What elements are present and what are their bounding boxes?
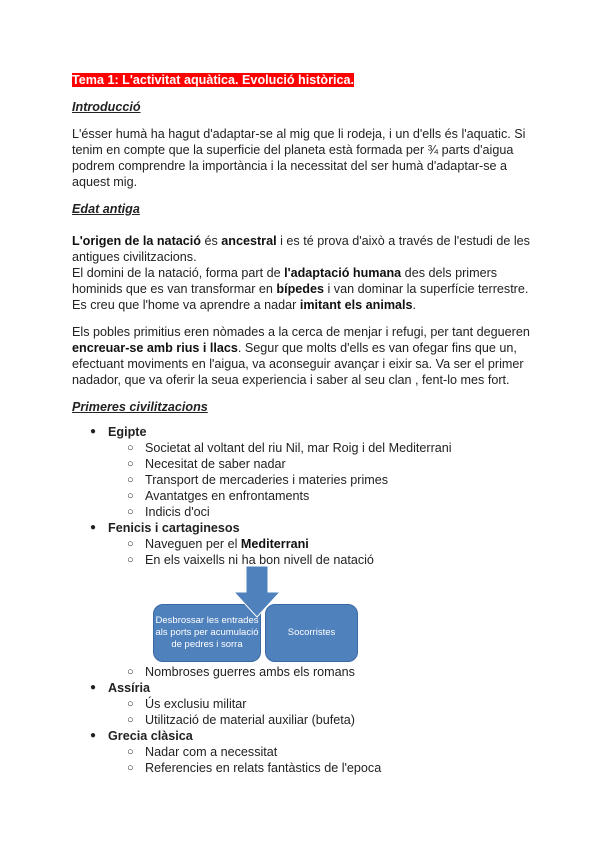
antiga-line	[72, 265, 497, 281]
text: i van dominar la superfície terrestre.	[324, 282, 529, 296]
text: Ús exclusiu militar	[145, 697, 247, 711]
civilization-name: Grecia clàsica	[108, 729, 193, 743]
text: Avantatges en enfrontaments	[145, 489, 310, 503]
pobles-line	[72, 372, 510, 388]
bold-text: L'origen de la natació	[72, 234, 201, 248]
bullet-text	[145, 552, 374, 568]
bullet-dot-icon: ●	[90, 522, 97, 533]
text: nadador, que va oferir la seua experiencia i saber al seu clan , fent-lo mes fort.	[72, 373, 510, 387]
bullet-text	[145, 440, 452, 456]
bullet-circle-icon: ○	[127, 458, 134, 470]
diagram-box-left: Desbrossar les entrades als ports per acumulació de pedres i sorra	[153, 604, 261, 662]
bold-text: ancestral	[221, 234, 277, 248]
diagram-box-right: Socorristes	[265, 604, 358, 662]
antiga-line	[72, 249, 197, 265]
bullet-circle-icon: ○	[127, 474, 134, 486]
text: i es té prova d'això a través de l'estudi de les	[276, 234, 530, 248]
bold-text: encreuar-se amb rius i llacs	[72, 341, 238, 355]
intro-line: L'ésser humà ha hagut d'adaptar-se al mig que li rodeja, i un d'ells és l'aquatic. Si	[72, 127, 526, 141]
bullet-circle-icon: ○	[127, 666, 134, 678]
bullet-circle-icon: ○	[127, 554, 134, 566]
text: des dels primers	[401, 266, 498, 280]
bullet-text	[145, 664, 355, 680]
bullet-text	[145, 488, 309, 504]
heading-introduccio: Introducció	[72, 100, 141, 114]
pobles-line	[72, 324, 530, 340]
bold-text: Mediterrani	[240, 537, 309, 551]
antiga-line	[72, 281, 528, 297]
bullet-circle-icon: ○	[127, 442, 134, 454]
antiga-line	[72, 233, 530, 249]
bullet-circle-icon: ○	[127, 698, 134, 710]
civilization-name: Egipte	[108, 425, 147, 439]
bullet-text	[145, 504, 210, 520]
text: Utilització de material auxiliar (bufeta)	[145, 713, 355, 727]
civilization-name: Fenicis i cartaginesos	[108, 521, 240, 535]
bold-text: l'adaptació humana	[284, 266, 402, 280]
text: . Segur que molts d'ells es van ofegar fins que un,	[237, 341, 517, 355]
bold-text: imitant els animals	[299, 298, 413, 312]
text: En els vaixells ni ha bon nivell de natació	[145, 553, 374, 567]
text: hominids que es van transformar en	[72, 282, 277, 296]
text: Indicis d'oci	[145, 505, 210, 519]
intro-line: tenim en compte que la superficie del planeta està formada per ¾ parts d'aigua	[72, 143, 514, 157]
heading-primeres-civilitzacions: Primeres civilitzacions	[72, 400, 208, 414]
bullet-circle-icon: ○	[127, 538, 134, 550]
text: Naveguen per el	[145, 537, 241, 551]
text: Nadar com a necessitat	[145, 745, 278, 759]
bullet-text	[145, 744, 277, 760]
antiga-line	[72, 297, 416, 313]
text: Transport de mercaderies i materies primes	[145, 473, 389, 487]
heading-edat-antiga: Edat antiga	[72, 202, 140, 216]
document-title: Tema 1: L'activitat aquàtica. Evolució històrica.	[72, 73, 355, 87]
bullet-text	[145, 696, 246, 712]
bullet-dot-icon: ●	[90, 730, 97, 741]
bullet-circle-icon: ○	[127, 490, 134, 502]
bullet-dot-icon: ●	[90, 682, 97, 693]
intro-line: aquest mig.	[72, 175, 138, 189]
text: El domini de la natació, forma part de	[72, 266, 285, 280]
bullet-text	[145, 536, 309, 552]
bullet-text	[145, 472, 388, 488]
bullet-text	[145, 712, 355, 728]
intro-line: podrem comprendre la importància i la necessitat del ser humà d'adaptar-se a	[72, 159, 508, 173]
text: efectuant moviments en l'aigua, va aconseguir avançar i eixir sa. Va ser el primer	[72, 357, 524, 371]
text: Es creu que l'home va aprendre a nadar	[72, 298, 300, 312]
bullet-circle-icon: ○	[127, 762, 134, 774]
text: .	[412, 298, 417, 312]
bullet-circle-icon: ○	[127, 746, 134, 758]
pobles-line	[72, 356, 524, 372]
bullet-text	[145, 760, 381, 776]
text: antigues civilitzacions.	[72, 250, 197, 264]
text: Els pobles primitius eren nòmades a la cerca de menjar i refugi, per tant degueren	[72, 325, 530, 339]
text: és	[200, 234, 222, 248]
text: Nombroses guerres ambs els romans	[145, 665, 355, 679]
bullet-text	[145, 456, 286, 472]
bullet-dot-icon: ●	[90, 426, 97, 437]
text: Societat al voltant del riu Nil, mar Roig i del Mediterrani	[145, 441, 452, 455]
text: Referencies en relats fantàstics de l'epoca	[145, 761, 382, 775]
text: Necesitat de saber nadar	[145, 457, 286, 471]
civilization-name: Assíria	[108, 681, 151, 695]
bullet-circle-icon: ○	[127, 714, 134, 726]
pobles-line	[72, 340, 517, 356]
bullet-circle-icon: ○	[127, 506, 134, 518]
arrow-down-icon	[232, 566, 282, 618]
bold-text: bípedes	[276, 282, 324, 296]
